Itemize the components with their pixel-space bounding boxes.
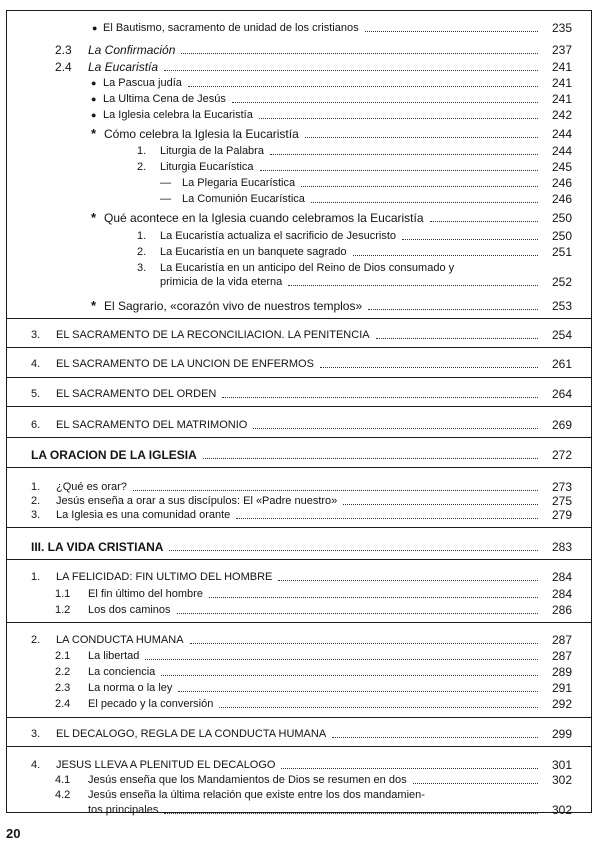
toc-entry	[0, 648, 600, 664]
toc-entry-title: La Plegaria Eucarística	[182, 177, 296, 190]
toc-entry-title: La Eucaristía	[88, 59, 159, 74]
toc-entry	[0, 726, 600, 742]
toc-entry	[0, 210, 600, 226]
toc-entry-title: La Eucaristía en un anticipo del Reino de Dios consumado y	[160, 262, 455, 275]
toc-entry-title: EL DECALOGO, REGLA DE LA CONDUCTA HUMANA	[56, 728, 327, 741]
toc-entry-page: 241	[551, 75, 572, 90]
toc-entry	[0, 802, 600, 818]
toc-entry-page: 252	[551, 275, 572, 290]
toc-entry-title: La Confirmación	[88, 43, 176, 58]
toc-entry-number: 2.2	[55, 665, 71, 678]
toc-entry-page: 273	[551, 479, 572, 494]
toc-entry-page: 245	[551, 159, 572, 174]
section-divider	[6, 437, 592, 438]
section-divider	[6, 318, 592, 319]
toc-entry-page: 254	[551, 327, 572, 342]
section-divider	[6, 746, 592, 747]
dot-leader	[305, 126, 538, 138]
toc-entry-title: La Comunión Eucarística	[182, 193, 305, 206]
toc-entry-title: ¿Qué es orar?	[56, 480, 127, 493]
toc-entry-page: 241	[551, 91, 572, 106]
section-divider	[6, 467, 592, 468]
toc-entry-number: 3.	[31, 509, 41, 522]
toc-entry-page: 242	[551, 108, 572, 123]
toc-entry-number: 1.	[31, 480, 41, 493]
toc-entry-page: 264	[551, 387, 572, 402]
toc-entry	[0, 42, 600, 58]
toc-entry-title: La conciencia	[88, 665, 156, 678]
dot-leader	[343, 493, 538, 505]
toc-entry-title: El pecado y la conversión	[88, 698, 214, 711]
dot-leader	[365, 20, 538, 32]
toc-entry-number: —	[160, 193, 171, 206]
dot-leader	[353, 244, 538, 256]
toc-entry-number: 2.3	[55, 682, 71, 695]
dot-leader	[133, 479, 538, 491]
toc-entry-page: 235	[551, 21, 572, 36]
toc-entry	[0, 107, 600, 123]
dot-leader	[232, 91, 538, 103]
toc-entry	[0, 274, 600, 290]
toc-entry-number: 2.	[137, 160, 147, 173]
toc-entry-page: 292	[551, 697, 572, 712]
dot-leader	[301, 175, 538, 187]
toc-entry-title: Jesús enseña a orar a sus discípulos: El «Padre nuestro»	[56, 495, 338, 508]
toc-entry-number: 2.4	[55, 59, 72, 74]
toc-entry-title: Liturgia Eucarística	[160, 160, 254, 173]
toc-entry	[0, 59, 600, 75]
toc-entry	[0, 569, 600, 585]
toc-entry-number: 2.	[31, 633, 41, 646]
toc-entry-page: 241	[551, 59, 572, 74]
section-divider	[6, 717, 592, 718]
toc-entry	[0, 191, 600, 207]
toc-entry-page: 283	[551, 539, 572, 554]
dot-leader	[260, 159, 538, 171]
dot-leader	[190, 632, 538, 644]
dot-leader	[332, 726, 538, 738]
dot-bullet-icon: ●	[91, 93, 97, 104]
toc-entry-title: tos principales	[88, 804, 159, 817]
toc-entry-title: El Sagrario, «corazón vivo de nuestros templos»	[104, 299, 363, 314]
dot-leader	[281, 757, 538, 769]
dot-leader	[368, 298, 538, 310]
toc-entry-page: 287	[551, 648, 572, 663]
toc-entry-title: primicia de la vida eterna	[160, 276, 283, 289]
asterisk-bullet-icon: *	[91, 210, 97, 226]
toc-entry-title: La Eucaristía actualiza el sacrificio de Jesucristo	[160, 229, 396, 242]
dot-leader	[376, 327, 538, 339]
toc-entry-number: 3.	[137, 262, 147, 275]
toc-entry-title: JESUS LLEVA A PLENITUD EL DECALOGO	[56, 758, 276, 771]
dot-leader	[288, 274, 538, 286]
toc-entry-title: EL SACRAMENTO DEL MATRIMONIO	[56, 418, 248, 431]
toc-entry-title: La libertad	[88, 649, 140, 662]
toc-entry-number: 4.	[31, 358, 41, 371]
toc-entry-number: 3.	[31, 728, 41, 741]
toc-entry	[0, 175, 600, 191]
toc-entry	[0, 417, 600, 433]
toc-entry-title: EL SACRAMENTO DE LA UNCION DE ENFERMOS	[56, 358, 314, 371]
toc-entry-page: 237	[551, 43, 572, 58]
dot-leader	[430, 210, 538, 222]
toc-entry	[0, 787, 600, 803]
toc-entry-page: 286	[551, 602, 572, 617]
toc-entry-number: 3.	[31, 328, 41, 341]
dot-leader	[177, 602, 538, 614]
toc-entry	[0, 159, 600, 175]
dot-leader	[164, 802, 538, 814]
toc-entry-title: La Ultima Cena de Jesús	[103, 92, 226, 105]
toc-entry-title: Los dos caminos	[88, 603, 171, 616]
toc-entry-title: La Pascua judía	[103, 76, 182, 89]
dot-leader	[278, 569, 538, 581]
toc-entry	[0, 696, 600, 712]
section-divider	[6, 527, 592, 528]
toc-entry-page: 302	[551, 772, 572, 787]
dot-leader	[219, 696, 538, 708]
toc-entry	[0, 356, 600, 372]
toc-entry	[0, 447, 600, 463]
dot-leader	[311, 191, 538, 203]
toc-entry-page: 261	[551, 357, 572, 372]
toc-entry-page: 284	[551, 570, 572, 585]
toc-entry	[0, 772, 600, 788]
toc-entry-title: Qué acontece en la Iglesia cuando celebramos la Eucaristía	[104, 211, 424, 226]
toc-entry-title: El fin último del hombre	[88, 587, 203, 600]
section-divider	[6, 559, 592, 560]
toc-entry	[0, 757, 600, 773]
toc-entry-number: 1.	[31, 571, 41, 584]
toc-entry-page: 275	[551, 494, 572, 509]
toc-entry-title: Liturgia de la Palabra	[160, 144, 264, 157]
toc-entry	[0, 228, 600, 244]
asterisk-bullet-icon: *	[91, 298, 97, 314]
toc-entry-page: 244	[551, 127, 572, 142]
dot-leader	[259, 107, 538, 119]
toc-entry-page: 250	[551, 228, 572, 243]
page-number: 20	[6, 826, 21, 841]
dot-bullet-icon: ●	[91, 110, 97, 121]
dot-leader	[181, 42, 538, 54]
toc-entry-title: LA CONDUCTA HUMANA	[56, 633, 184, 646]
toc-entry-page: 251	[551, 244, 572, 259]
toc-entry-page: 279	[551, 508, 572, 523]
toc-entry	[0, 386, 600, 402]
toc-entry-title: Jesús enseña que los Mandamientos de Dios se resumen en dos	[88, 773, 407, 786]
dot-leader	[145, 648, 538, 660]
toc-entry	[0, 632, 600, 648]
toc-entry-page: 269	[551, 417, 572, 432]
dot-leader	[320, 356, 538, 368]
section-divider	[6, 406, 592, 407]
toc-entry-title: Cómo celebra la Iglesia la Eucaristía	[104, 127, 299, 142]
toc-entry-page: 250	[551, 211, 572, 226]
dot-leader	[270, 143, 538, 155]
dot-leader	[253, 417, 538, 429]
asterisk-bullet-icon: *	[91, 126, 97, 142]
toc-entry-number: 2.	[137, 245, 147, 258]
toc-entry-title: La Iglesia es una comunidad orante	[56, 509, 231, 522]
toc-entry	[0, 75, 600, 91]
section-divider	[6, 377, 592, 378]
dot-bullet-icon: ●	[92, 23, 98, 34]
toc-entry-title: La norma o la ley	[88, 682, 173, 695]
toc-entry	[0, 298, 600, 314]
toc-entry-page: 246	[551, 192, 572, 207]
toc-entry-page: 272	[551, 448, 572, 463]
dot-bullet-icon: ●	[91, 77, 97, 88]
dot-leader	[222, 386, 538, 398]
toc-entry-page: 291	[551, 681, 572, 696]
toc-entry-number: 4.1	[55, 773, 71, 786]
toc-entry-number: 4.2	[55, 789, 71, 802]
toc-entry-page: 289	[551, 664, 572, 679]
toc-entry-page: 244	[551, 143, 572, 158]
toc-entry-page: 301	[551, 757, 572, 772]
dot-leader	[413, 772, 538, 784]
toc-entry	[0, 244, 600, 260]
toc-entry-number: 6.	[31, 418, 41, 431]
dot-leader	[188, 75, 538, 87]
toc-entry	[0, 602, 600, 618]
section-divider	[6, 622, 592, 623]
toc-entry	[0, 143, 600, 159]
toc-entry-page: 299	[551, 727, 572, 742]
toc-entry-title: Jesús enseña la última relación que existe entre los dos mandamien-	[88, 789, 425, 802]
toc-entry-number: 1.	[137, 229, 147, 242]
toc-entry-number: —	[160, 177, 171, 190]
toc-entry-title: La Iglesia celebra la Eucaristía	[103, 109, 253, 122]
toc-entry-number: 2.4	[55, 698, 71, 711]
toc-entry-number: 1.1	[55, 587, 71, 600]
toc-entry-page: 284	[551, 586, 572, 601]
toc-entry	[0, 539, 600, 555]
toc-entry-number: 5.	[31, 388, 41, 401]
toc-entry-number: 2.1	[55, 649, 71, 662]
toc-entry-title: EL SACRAMENTO DEL ORDEN	[56, 388, 217, 401]
dot-leader	[169, 539, 538, 551]
dot-leader	[203, 447, 538, 459]
toc-entry-title: EL SACRAMENTO DE LA RECONCILIACION. LA PENITENCIA	[56, 328, 370, 341]
dot-leader	[402, 228, 538, 240]
toc-entry-number: 1.	[137, 144, 147, 157]
toc-entry-page: 287	[551, 632, 572, 647]
toc-entry	[0, 680, 600, 696]
toc-entry-title: LA FELICIDAD: FIN ULTIMO DEL HOMBRE	[56, 571, 273, 584]
dot-leader	[178, 680, 538, 692]
toc-entry-page: 246	[551, 176, 572, 191]
toc-entry-page: 253	[551, 299, 572, 314]
dot-leader	[164, 59, 538, 71]
toc-entry-page: 302	[551, 803, 572, 818]
toc-entry	[0, 664, 600, 680]
toc-entry	[0, 126, 600, 142]
toc-entry	[0, 91, 600, 107]
dot-leader	[236, 507, 538, 519]
toc-entry	[0, 20, 600, 36]
toc-entry	[0, 586, 600, 602]
toc-entry-title: El Bautismo, sacramento de unidad de los cristianos	[103, 22, 359, 35]
toc-entry-number: 4.	[31, 758, 41, 771]
section-divider	[6, 347, 592, 348]
toc-entry	[0, 507, 600, 523]
dot-leader	[209, 586, 538, 598]
dot-leader	[161, 664, 538, 676]
toc-entry-number: 2.3	[55, 43, 72, 58]
toc-entry-number: 2.	[31, 495, 41, 508]
toc-entry-title: III. LA VIDA CRISTIANA	[31, 539, 164, 554]
toc-entry-title: La Eucaristía en un banquete sagrado	[160, 245, 347, 258]
toc-entry-title: LA ORACION DE LA IGLESIA	[31, 448, 197, 463]
toc-entry-number: 1.2	[55, 603, 71, 616]
toc-entry	[0, 327, 600, 343]
